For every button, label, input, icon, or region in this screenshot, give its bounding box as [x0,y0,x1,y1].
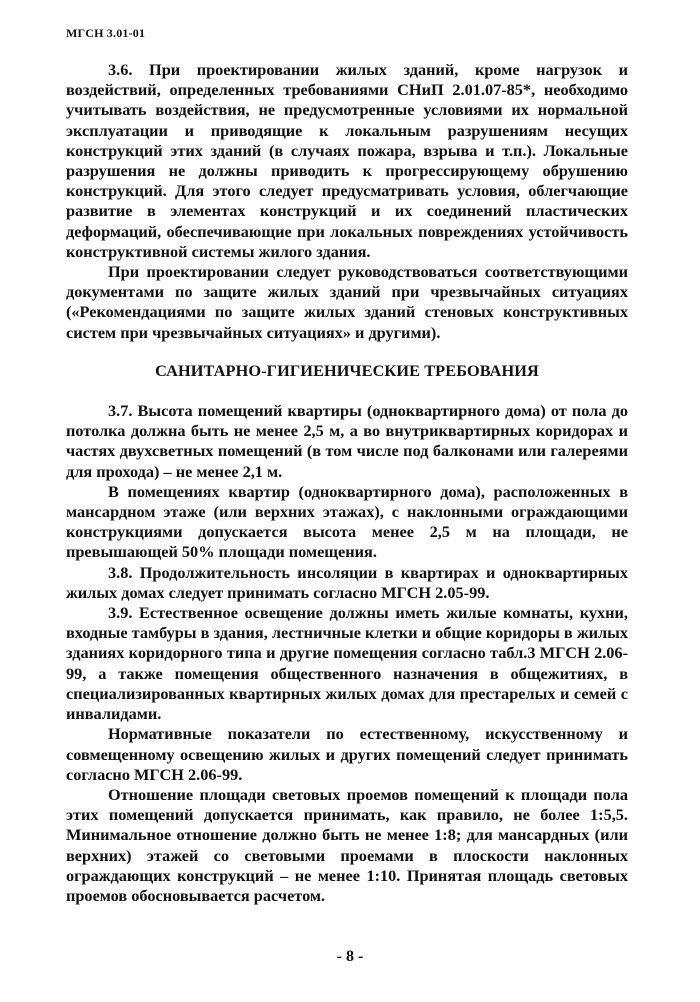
page-number: - 8 - [336,948,364,965]
paragraph-window-ratio: Отношение площади световых проемов помещений к площади пола этих помещений допускается принимать, как правило, не более 1:5,5. Минимальное отношение должно быть не менее 1:8; для мансардных (или верхних) этажей со световыми проемами в плоскости наклонных ограждающих конструкций – не менее 1:10. Принятая площадь световых проемов обосновывается расчетом. [66,784,628,905]
paragraph-3-6: 3.6. При проектировании жилых зданий, кроме нагрузок и воздействий, определенных требованиями СНиП 2.01.07-85*, необходимо учитывать воздействия, не предусмотренные условиями их нормальной эксплуатации и приводящие к локальным разрушениям несущих конструкций этих зданий (в случаях пожара, взрыва и т.п.). Локальные разрушения не должны приводить к прогрессирующему обрушению конструкций. Для этого следует предусматривать условия, облегчающие развитие в элементах конструкций и их соединений пластических деформаций, обеспечивающие при локальных повреждениях устойчивость конструктивной системы жилого здания. [66,60,628,261]
paragraph-3-8: 3.8. Продолжительность инсоляции в квартирах и одноквартирных жилых домах следует принимать согласно МГСН 2.05-99. [66,562,628,602]
document-body [66,60,628,906]
document-code-header: МГСН 3.01-01 [66,26,146,40]
paragraph-3-7: 3.7. Высота помещений квартиры (одноквартирного дома) от пола до потолка должна быть не менее 2,5 м, а во внутриквартирных коридорах и частях двухсветных помещений (в том числе под балконами или галереями для прохода) – не менее 2,1 м. [66,401,628,481]
paragraph-3-9: 3.9. Естественное освещение должны иметь жилые комнаты, кухни, входные тамбуры в здания, лестничные клетки и общие коридоры в жилых зданиях коридорного типа и другие помещения согласно табл.3 МГСН 2.06-99, а также помещения общественного назначения в общежитиях, в специализированных квартирных жилых домах для престарелых и семей с инвалидами. [66,603,628,724]
section-heading-sanitary: САНИТАРНО-ГИГИЕНИЧЕСКИЕ ТРЕБОВАНИЯ [155,360,539,380]
paragraph-guidance-emergency: При проектировании следует руководствоваться соответствующими документами по защите жилых зданий при чрезвычайных ситуациях («Рекомендациями по защите жилых зданий стеновых конструктивных систем при чрезвычайных ситуациях» и другими). [66,262,628,342]
paragraph-lighting-norms: Нормативные показатели по естественному, искусственному и совмещенному освещению жилых и других помещений следует принимать согласно МГСН 2.06-99. [66,724,628,784]
paragraph-attic-height: В помещениях квартир (одноквартирного дома), расположенных в мансардном этаже (или верхних этажах), с наклонными ограждающими конструкциями допускается высота менее 2,5 м на площади, не превышающей 50% площади помещения. [66,481,628,562]
